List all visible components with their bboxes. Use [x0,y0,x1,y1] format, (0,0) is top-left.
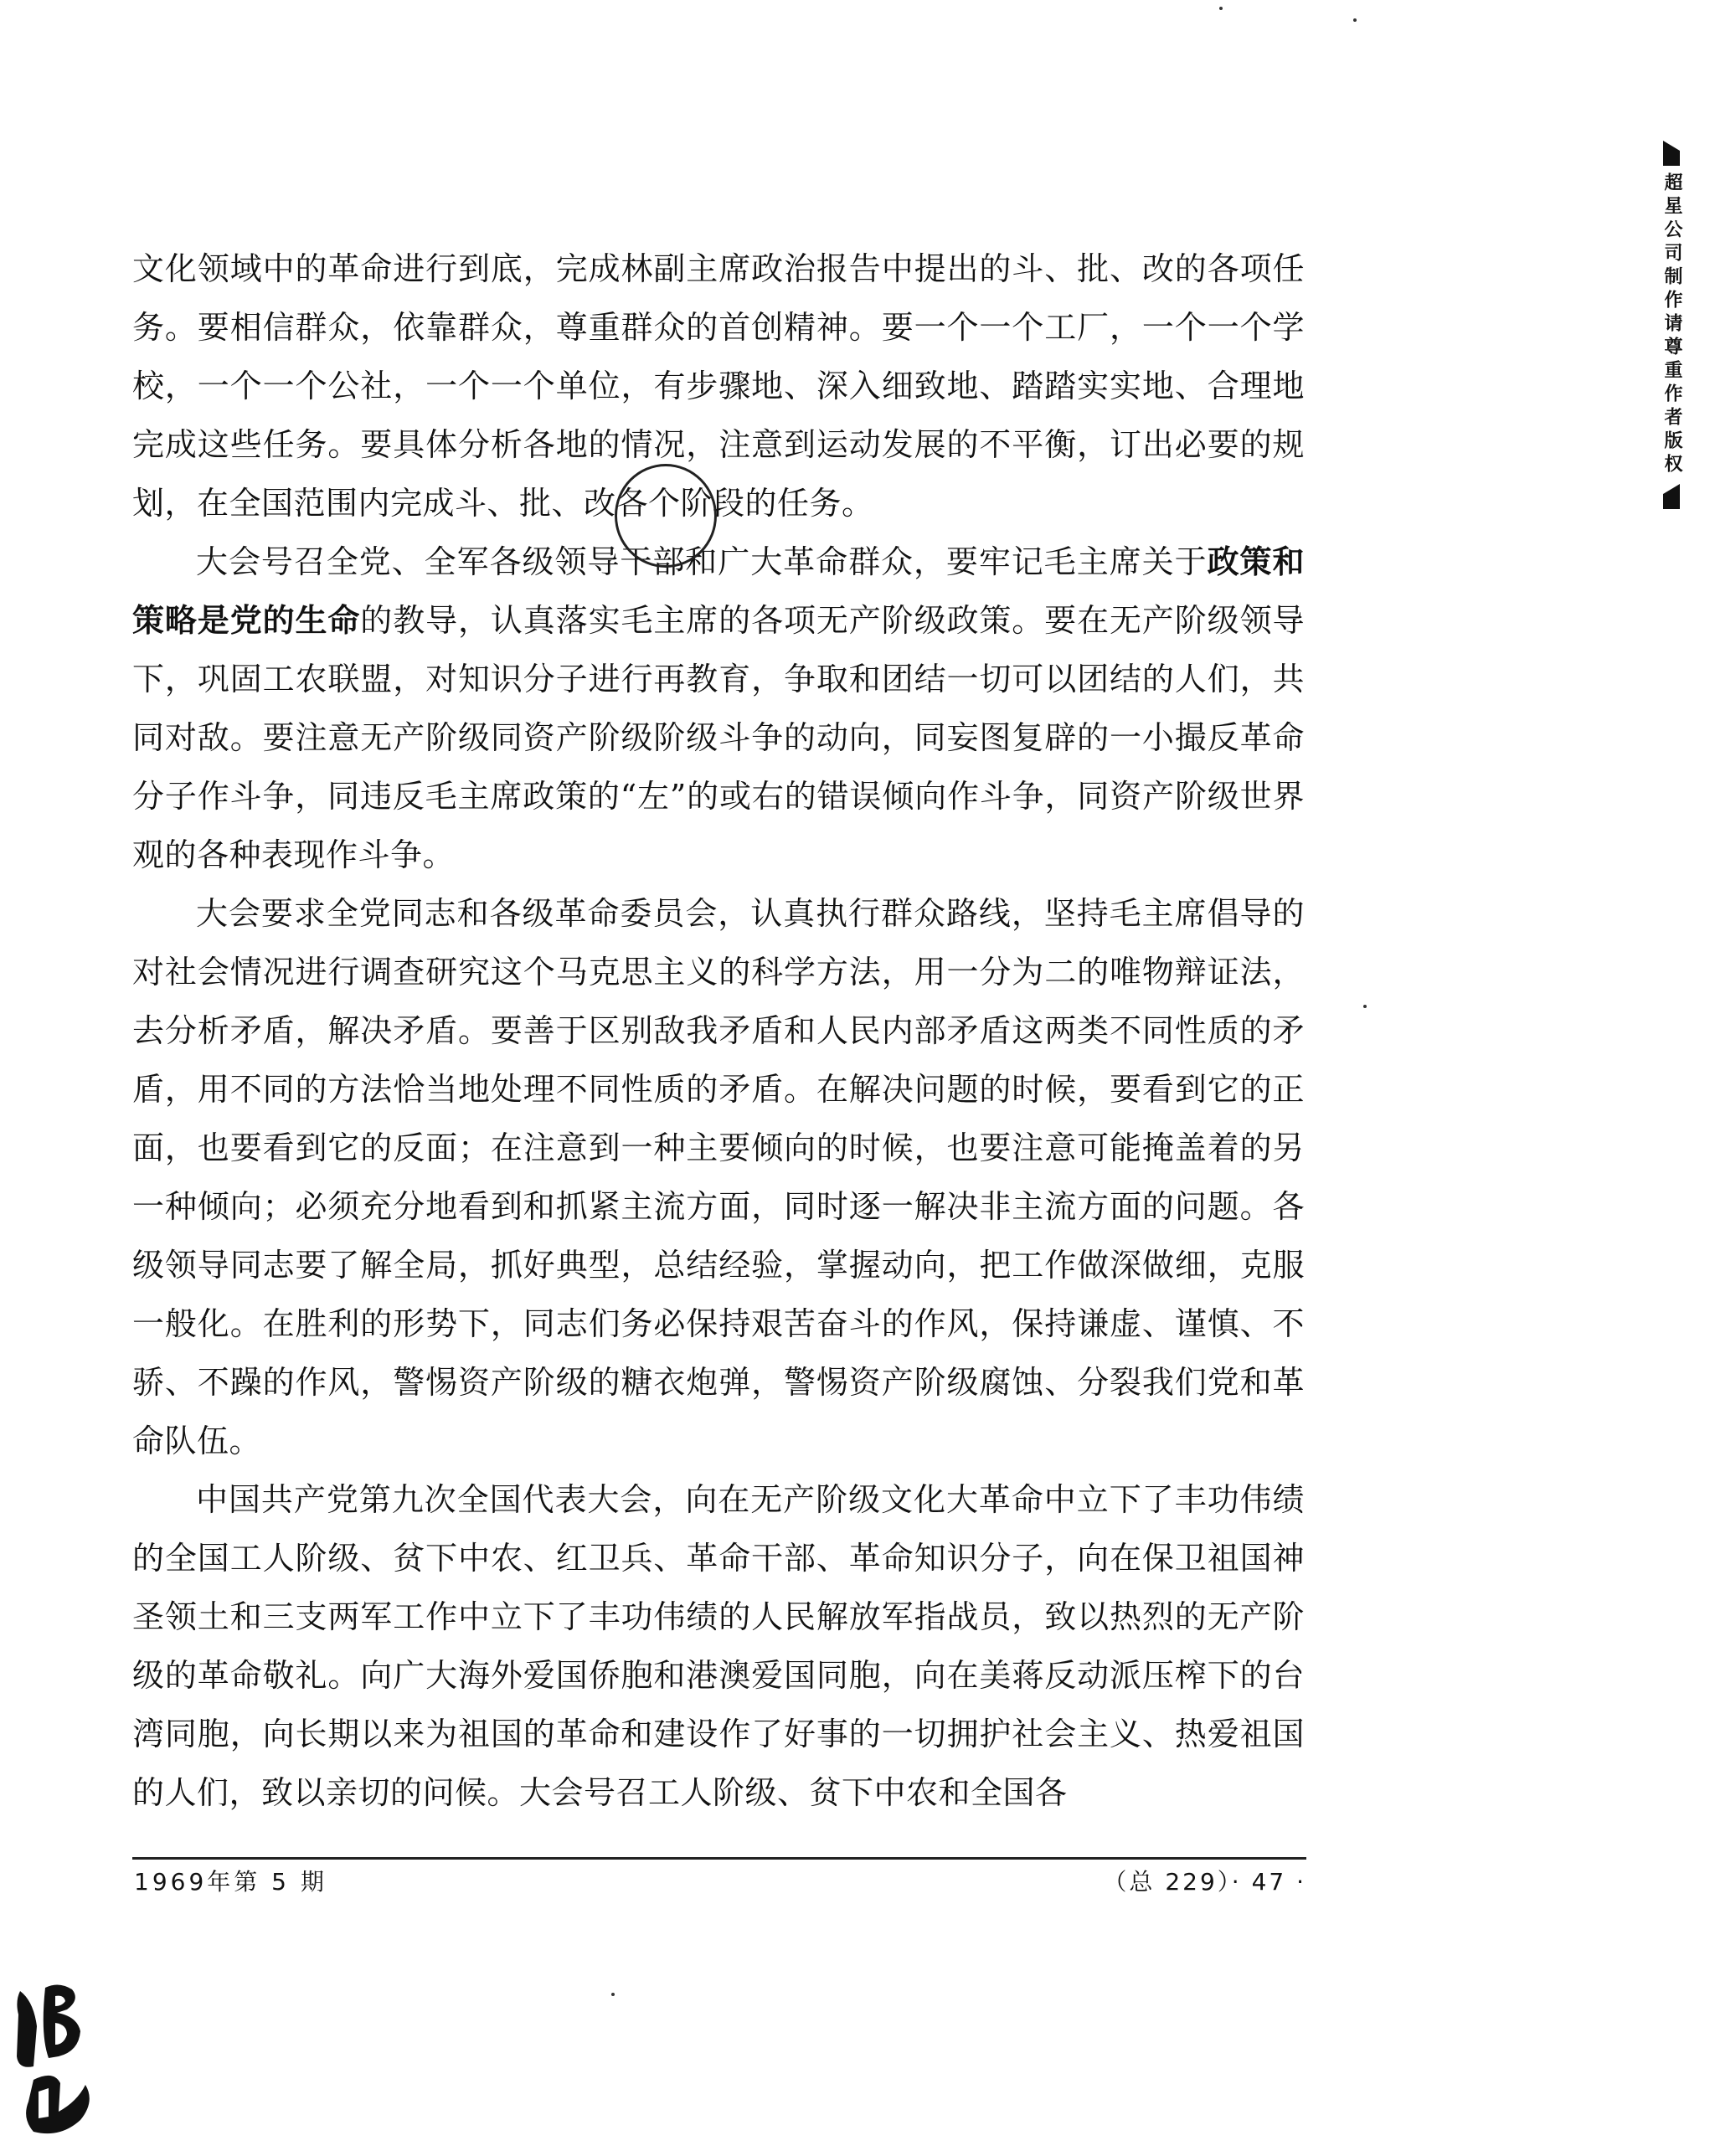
copyright-side-strip [1660,141,1683,509]
footer-issue: 1969年第 5 期 [134,1868,327,1896]
paragraph [132,1470,1305,1822]
emphasis-text: 政策和策略是党的生命 [132,543,1305,639]
handwritten-circle-mark [615,464,717,568]
scan-speck [1219,7,1223,10]
paragraph [132,884,1305,1470]
footer-rule [132,1857,1306,1860]
scan-speck [611,1993,615,1996]
paragraph-text: 文化领域中的革命进行到底，完成林副主席政治报告中提出的斗、批、改的各项任务。要相信群众，依靠群众，尊重群众的首创精神。要一个一个工厂，一个一个学校，一个一个公社，一个一个单位，有步骤地、深入细致地、踏踏实实地、合理地完成这些任务。要具体分析各地的情况，注意到运动发展的不平衡，订出必要的规划，在全国范围内完成斗、批、改各个阶段的任务。 [132,250,1305,522]
copyright-notice: 超星公司制作请尊重作者版权 [1661,172,1682,477]
footer-page-number: （总 229）· 47 · [1103,1868,1306,1896]
article-body [132,239,1305,1822]
paragraph-text: 大会号召全党、全军各级领导干部和广大革命群众，要牢记毛主席关于 [196,543,1208,580]
scan-speck [1363,1005,1367,1008]
paragraph-text: 中国共产党第九次全国代表大会，向在无产阶级文化大革命中立下了丰功伟绩的全国工人阶级、贫下中农、红卫兵、革命干部、革命知识分子，向在保卫祖国神圣领土和三支两军工作中立下了丰功伟绩的人民解放军指战员，致以热烈的无产阶级的革命敬礼。向广大海外爱国侨胞和港澳爱国同胞，向在美蒋反动派压榨下的台湾同胞，向长期以来为祖国的革命和建设作了好事的一切拥护社会主义、热爱祖国的人们，致以亲切的问候。大会号召工人阶级、贫下中农和全国各 [132,1481,1305,1811]
seal-stamp-icon [8,1976,102,2143]
paragraph-text: 大会要求全党同志和各级革命委员会，认真执行群众路线，坚持毛主席倡导的对社会情况进行调查研究这个马克思主义的科学方法，用一分为二的唯物辩证法，去分析矛盾，解决矛盾。要善于区别敌我矛盾和人民内部矛盾这两类不同性质的矛盾，用不同的方法恰当地处理不同性质的矛盾。在解决问题的时候，要看到它的正面，也要看到它的反面；在注意到一种主要倾向的时候，也要注意可能掩盖着的另一种倾向；必须充分地看到和抓紧主流方面，同时逐一解决非主流方面的问题。各级领导同志要了解全局，抓好典型，总结经验，掌握动向，把工作做深做细，克服一般化。在胜利的形势下，同志们务必保持艰苦奋斗的作风，保持谦虚、谨慎、不骄、不躁的作风，警惕资产阶级的糖衣炮弹，警惕资产阶级腐蚀、分裂我们党和革命队伍。 [132,895,1305,1459]
paragraph [132,239,1305,533]
scan-speck [1353,18,1357,22]
paragraph [132,533,1305,884]
paragraph-text: 的教导，认真落实毛主席的各项无产阶级政策。要在无产阶级领导下，巩固工农联盟，对知识分子进行再教育，争取和团结一切可以团结的人们，共同对敌。要注意无产阶级同资产阶级阶级斗争的动向，同妄图复辟的一小撮反革命分子作斗争，同违反毛主席政策的“左”的或右的错误倾向作斗争，同资产阶级世界观的各种表现作斗争。 [132,602,1305,873]
side-marker-top [1663,141,1680,166]
side-marker-bottom [1663,484,1680,509]
